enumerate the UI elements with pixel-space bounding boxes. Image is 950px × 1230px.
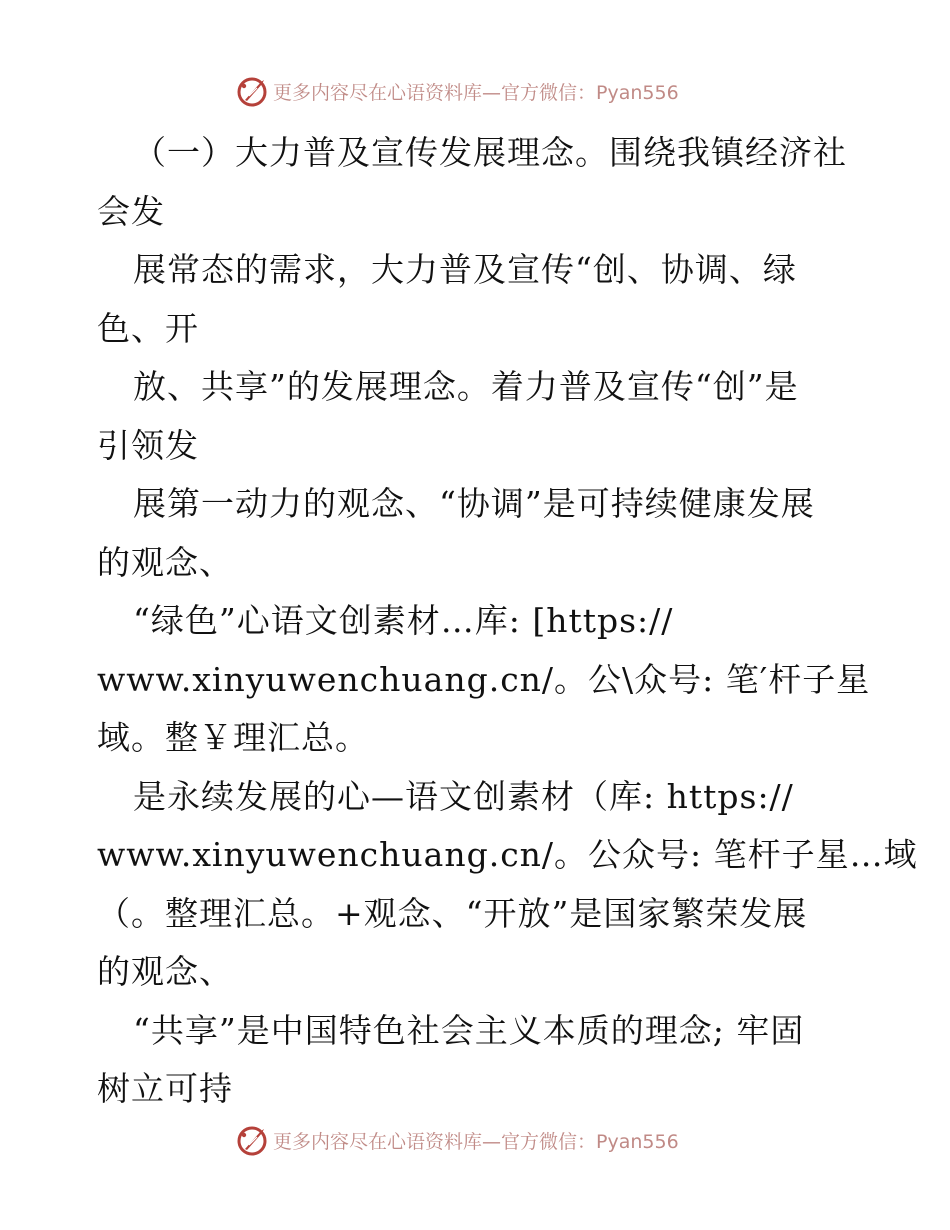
body-line: （。整理汇总。+观念、“开放”是国家繁荣发展 [97, 893, 808, 933]
body-line: 的观念、 [97, 542, 233, 582]
header-banner-text: 更多内容尽在心语资料库—官方微信：Pyan556 [273, 81, 679, 104]
header-banner [235, 71, 715, 111]
body-line: 是永续发展的心—语文创素材（库: https:// [133, 776, 794, 816]
body-line: 的观念、 [97, 952, 233, 991]
body-line: www.xinyuwenchuang.cn/。公\众号: 笔′杆子星 [97, 659, 871, 699]
document-body [97, 124, 918, 1119]
feather-pen-logo-icon [235, 74, 269, 108]
body-line: 引领发 [97, 425, 199, 465]
body-line: 会发 [97, 191, 165, 231]
body-line: （一）大力普及宣传发展理念。围绕我镇经济社 [133, 133, 847, 172]
body-line: 树立可持 [97, 1069, 233, 1108]
body-line: 色、开 [97, 308, 199, 348]
body-line: 域。整￥理汇总。 [97, 718, 369, 757]
body-line: “绿色”心语文创素材…库: [https:// [133, 601, 674, 640]
body-line: 展第一动力的观念、“协调”是可持续健康发展 [133, 484, 815, 523]
footer-banner-text: 更多内容尽在心语资料库—官方微信：Pyan556 [273, 1130, 679, 1153]
body-line: “共享”是中国特色社会主义本质的理念; 牢固 [133, 1010, 805, 1050]
feather-pen-logo-icon [235, 1123, 269, 1157]
body-line: 放、共享”的发展理念。着力普及宣传“创”是 [133, 367, 799, 406]
body-line: 展常态的需求，大力普及宣传“创、协调、绿 [133, 250, 797, 289]
footer-banner [235, 1120, 715, 1160]
body-line: www.xinyuwenchuang.cn/。公众号: 笔杆子星…域 [97, 835, 918, 874]
